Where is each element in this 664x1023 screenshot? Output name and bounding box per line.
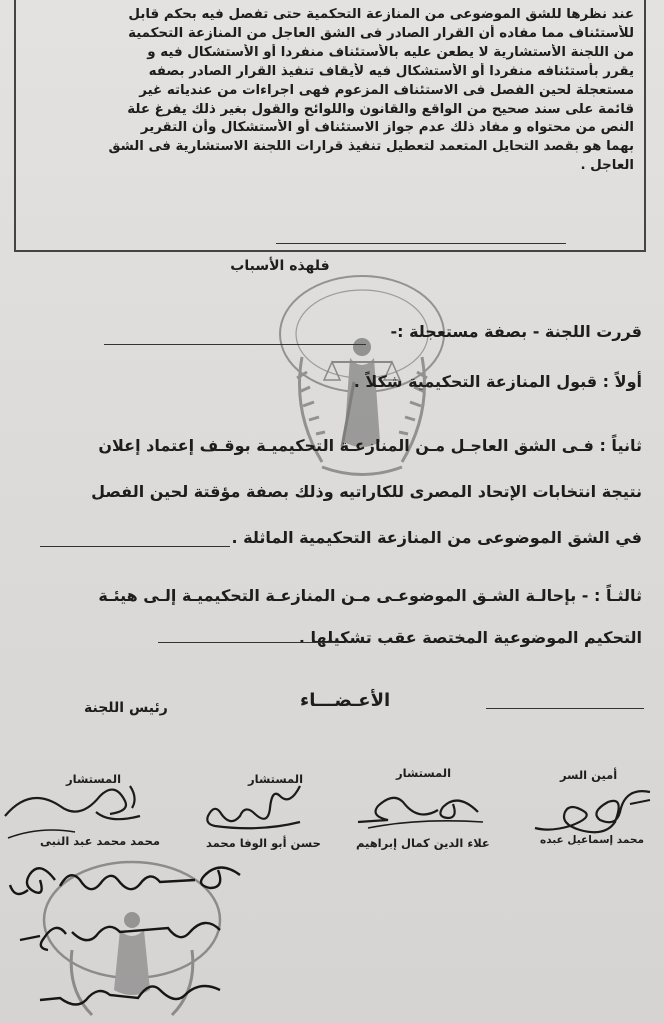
paragraph-line: يقرر بأستئنافه منفردا أو الأستشكال فيه لأيقاف تنفيذ القرار الصادر بصفه xyxy=(148,63,634,79)
paragraph-line: عند نظرها للشق الموضوعى من المنازعة التحكمية حتى تفصل فيه بحكم قابل xyxy=(128,7,634,22)
signatory-name: محمد محمد عبد النبى xyxy=(40,834,161,848)
signatory-name: محمد إسماعيل عبده xyxy=(540,834,644,846)
paragraph-line: مستعجلة لحين الفصل فى الاستئناف المزعوم فهى اجراءات من عندياته غير xyxy=(139,82,634,98)
members-label: الأعـضـــاء xyxy=(300,690,391,711)
signatory-name: حسن أبو الوفا محمد xyxy=(206,836,321,850)
divider-line xyxy=(486,708,644,709)
divider-line xyxy=(276,243,566,244)
signature-councillor-icon xyxy=(348,782,488,832)
divider-line xyxy=(158,642,338,643)
decision-second-line2: نتيجة انتخابات الإتحاد المصرى للكاراتيه وذلك بصفة مؤقتة لحين الفصل xyxy=(91,482,642,501)
paragraph-line: من اللجنة الأستشارية لا يطعن عليه بالأستئناف منفردا أو الأستشكال فيه و xyxy=(147,44,634,60)
chair-label: رئيس اللجنة xyxy=(84,700,168,716)
paragraph-line: بهما هو بقصد التحايل المتعمد لتعطيل تنفيذ قرارات اللجنة الاستشارية فى الشق xyxy=(108,139,634,155)
decision-second-line3: في الشق الموضوعى من المنازعة التحكيمية الماثلة . xyxy=(231,528,642,547)
decision-third-line2: التحكيم الموضوعية المختصة عقب تشكيلها . xyxy=(298,628,642,647)
decision-first: أولاً : قبول المنازعة التحكيمية شكلاً . xyxy=(353,372,642,391)
section-heading: فلهذه الأسباب xyxy=(230,258,330,274)
divider-line xyxy=(40,546,230,547)
divider-line xyxy=(104,344,366,345)
signatory-role: أمين السر xyxy=(560,768,618,782)
signatory-name: علاء الدين كمال إبراهيم xyxy=(356,836,490,850)
handwritten-certification-icon xyxy=(0,840,250,1020)
signatory-role: المستشار xyxy=(66,772,122,786)
reasoning-paragraph xyxy=(22,6,634,176)
decision-third-line1: ثالثـاً : - بإحالـة الشـق الموضوعـى مـن المنازعـة التحكيميـة إلـى هيئـة xyxy=(98,586,642,605)
paragraph-line: النص من محتواه و مفاد ذلك عدم جواز الاستئناف أو الأستشكال وأن التقرير xyxy=(140,120,634,136)
signature-councillor-icon xyxy=(200,776,310,836)
paragraph-line: للأستئناف مما مفاده أن القرار الصادر فى الشق العاجل من المنازعة التحكمية xyxy=(128,25,634,41)
paragraph-line: قائمة على سند صحيح من الواقع والقانون واللوائح والقول بغير ذلك يفرغ علة xyxy=(127,101,634,117)
decision-second-line1: ثانياً : فـى الشق العاجـل مـن المنازعـة التحكيميـة بوقـف إعتماد إعلان xyxy=(98,436,642,455)
decision-intro: قررت اللجنة - بصفة مستعجلة :- xyxy=(390,322,642,341)
paragraph-line: العاجل . xyxy=(580,158,634,174)
signatory-role: المستشار xyxy=(248,772,304,786)
signature-secretary-icon xyxy=(530,782,660,842)
signatory-role: المستشار xyxy=(396,766,452,780)
